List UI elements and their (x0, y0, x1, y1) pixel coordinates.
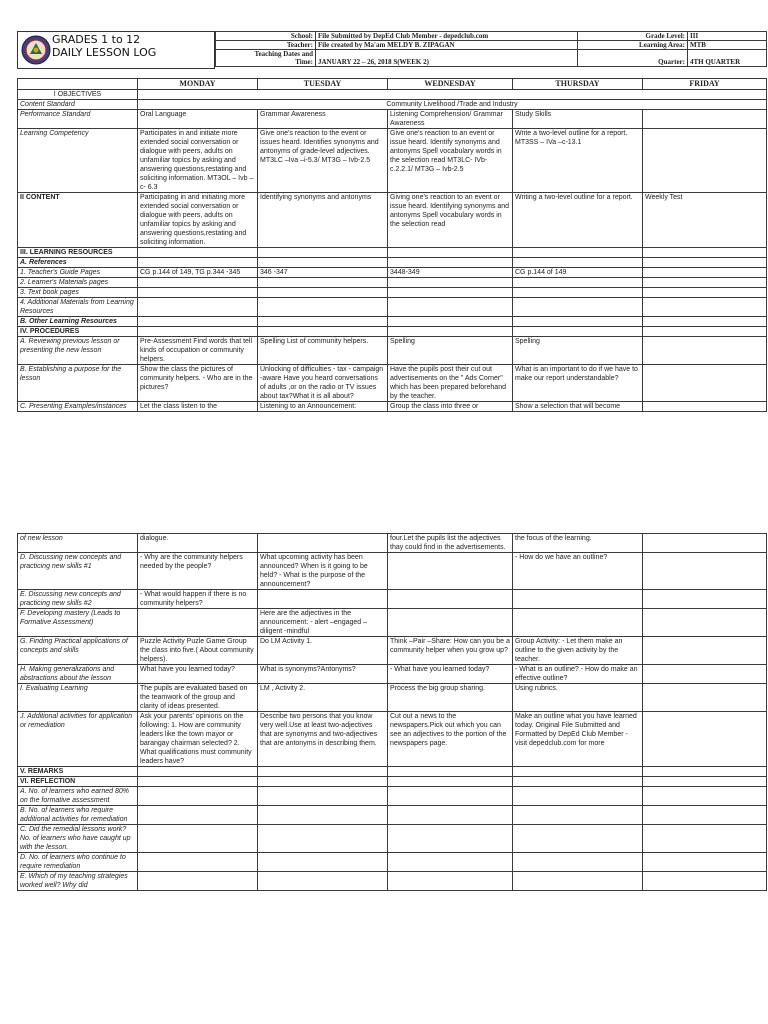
table-cell: Weekly Test (643, 193, 767, 248)
table-cell (643, 402, 767, 412)
table-cell (643, 637, 767, 665)
table-cell (138, 777, 258, 787)
table-cell (258, 327, 388, 337)
table-cell (388, 609, 513, 637)
table-cell: CG p.144 of 149 (513, 268, 643, 278)
table-row (18, 553, 767, 590)
table-cell: Listening to an Announcement: (258, 402, 388, 412)
table-cell: What is an important to do if we have to make our report understandable? (513, 365, 643, 402)
table-cell (138, 288, 258, 298)
table-cell (258, 590, 388, 609)
objectives-blank (138, 90, 767, 100)
table-cell (388, 872, 513, 891)
table-cell (513, 590, 643, 609)
table-cell (643, 609, 767, 637)
table-cell (643, 110, 767, 129)
table-cell (388, 298, 513, 317)
table-row (18, 110, 767, 129)
table-cell (643, 268, 767, 278)
table-cell: Give one's reaction to the event or issues heard. Identifies synonyms and antonyms of grade-level adjectives. MT3LC –Iva –i-5.3/ MT3G – Ivb-2.5 (258, 129, 388, 193)
table-cell: Show a selection that will become (513, 402, 643, 412)
table-cell: What upcoming activity has been announced? When is it going to be held? - What is the purpose of the announcement? (258, 553, 388, 590)
row-label: G. Finding Practical applications of concepts and skills (18, 637, 138, 665)
day-header-wednesday: WEDNESDAY (388, 79, 513, 90)
row-label: V. REMARKS (18, 767, 138, 777)
day-header-friday: FRIDAY (643, 79, 767, 90)
table-cell (643, 317, 767, 327)
row-label: B. Other Learning Resources (18, 317, 138, 327)
table-cell: Using rubrics. (513, 684, 643, 712)
table-cell: Think –Pair –Share: How can you be a community helper when you grow up? (388, 637, 513, 665)
row-label: III. LEARNING RESOURCES (18, 248, 138, 258)
table-cell: Puzzle Activity Puzle Game Group the class into five.( About community helpers). (138, 637, 258, 665)
table-cell (138, 278, 258, 288)
table-cell (138, 767, 258, 777)
table-row (18, 767, 767, 777)
table-cell (138, 806, 258, 825)
day-header-blank (18, 79, 138, 90)
table-cell (643, 684, 767, 712)
table-cell (258, 872, 388, 891)
table-cell (513, 767, 643, 777)
table-row (18, 278, 767, 288)
table-cell (643, 787, 767, 806)
table-cell (513, 853, 643, 872)
table-cell (513, 327, 643, 337)
table-row (18, 298, 767, 317)
objectives-heading: I OBJECTIVES (18, 90, 138, 100)
lesson-log-table-page-1 (17, 78, 767, 412)
table-cell (643, 825, 767, 853)
table-cell (388, 787, 513, 806)
table-cell (258, 806, 388, 825)
table-cell (643, 327, 767, 337)
table-cell (513, 288, 643, 298)
table-cell (643, 258, 767, 268)
table-row (18, 609, 767, 637)
teaching-dates-label-2: Time: (295, 58, 313, 66)
table-cell (643, 129, 767, 193)
row-label: Learning Competency (18, 129, 138, 193)
row-label: IV. PROCEDURES (18, 327, 138, 337)
table-row (18, 288, 767, 298)
title-box (17, 31, 215, 69)
table-cell: Oral Language (138, 110, 258, 129)
table-cell (643, 365, 767, 402)
table-cell (258, 767, 388, 777)
grade-level-label: Grade Level: (578, 32, 688, 41)
table-cell (643, 806, 767, 825)
table-cell: What is synonyms?Antonyms? (258, 665, 388, 684)
table-cell (643, 337, 767, 365)
deped-seal-icon (21, 35, 51, 65)
table-cell: - How do we have an outline? (513, 553, 643, 590)
table-cell: dialogue. (138, 534, 258, 553)
table-row (18, 337, 767, 365)
table-cell: The pupils are evaluated based on the teamwork of the group and clarity of ideas presented. (138, 684, 258, 712)
table-cell (643, 298, 767, 317)
table-cell (513, 806, 643, 825)
row-label: of new lesson (18, 534, 138, 553)
row-label: Performance Standard (18, 110, 138, 129)
teaching-dates-label-1: Teaching Dates and (254, 50, 313, 58)
table-cell: 346 -347 (258, 268, 388, 278)
table-cell: the focus of the learning. (513, 534, 643, 553)
title-line-2: DAILY LESSON LOG (52, 46, 157, 59)
table-cell: Spelling (513, 337, 643, 365)
table-cell: Spelling List of community helpers. (258, 337, 388, 365)
table-cell: Participating in and initiating more extended social conversation or dialogue with peers, adults on unfamiliar topics by asking and answering questions,restating and soliciting information. (138, 193, 258, 248)
header-info-table (215, 31, 767, 67)
table-cell (513, 248, 643, 258)
table-cell (388, 777, 513, 787)
table-cell (138, 609, 258, 637)
table-cell: Group Activity: - Let them make an outline to the given activity by the teacher. (513, 637, 643, 665)
table-row (18, 129, 767, 193)
table-cell (643, 288, 767, 298)
row-label: J. Additional activities for application or remediation (18, 712, 138, 767)
table-row (18, 365, 767, 402)
row-label: F. Developing mastery (Leads to Formative Assessment) (18, 609, 138, 637)
table-cell (388, 825, 513, 853)
table-cell (258, 317, 388, 327)
table-row (18, 590, 767, 609)
table-cell: CG p.144 of 149, TG p.344 -345 (138, 268, 258, 278)
table-cell: - What is an outline? - How do make an effective outline? (513, 665, 643, 684)
table-row (18, 787, 767, 806)
table-cell: What have you learned today? (138, 665, 258, 684)
table-row (18, 806, 767, 825)
row-label: II CONTENT (18, 193, 138, 248)
table-cell (513, 278, 643, 288)
table-cell: Participates in and initiate more extended social conversation or dialogue with peers, adults on unfamiliar topics by asking and answering questions,restating and soliciting information. MT3OL – Ivb –c- 6.3 (138, 129, 258, 193)
table-cell: Grammar Awareness (258, 110, 388, 129)
table-cell (643, 712, 767, 767)
learning-area-value: MTB (688, 41, 767, 50)
table-cell (258, 777, 388, 787)
table-cell (513, 777, 643, 787)
day-header-tuesday: TUESDAY (258, 79, 388, 90)
table-cell (258, 258, 388, 268)
table-cell (388, 553, 513, 590)
table-cell (513, 787, 643, 806)
row-label: C. Did the remedial lessons work? No. of learners who have caught up with the lesson. (18, 825, 138, 853)
table-cell (643, 248, 767, 258)
table-cell: Show the class the pictures of community helpers. - Who are in the pictures? (138, 365, 258, 402)
table-cell (643, 553, 767, 590)
teaching-dates-label (216, 50, 316, 67)
row-label: H. Making generalizations and abstractions about the lesson (18, 665, 138, 684)
table-row (18, 193, 767, 248)
table-cell: Write a two-level outline for a report. MT3SS – IVa –c-13.1 (513, 129, 643, 193)
table-cell: Unlocking of difficulties - tax - campaign -aware Have you heard conversations of adults ,or on the radio or TV issues about tax?What it is all about? (258, 365, 388, 402)
table-cell: Identifying synonyms and antonyms (258, 193, 388, 248)
page-2-rows (18, 534, 767, 891)
table-row (18, 317, 767, 327)
table-cell: Do LM Activity 1. (258, 637, 388, 665)
table-row (18, 665, 767, 684)
row-label: E. Discussing new concepts and practicing new skills #2 (18, 590, 138, 609)
row-label: VI. REFLECTION (18, 777, 138, 787)
table-cell (388, 317, 513, 327)
teacher-value: File created by Ma'am MELDY B. ZIPAGAN (316, 41, 578, 50)
table-cell (258, 288, 388, 298)
table-row (18, 258, 767, 268)
table-cell (388, 590, 513, 609)
table-cell: Have the pupils post their cut out advertisements on the " Ads Corner" which has been prepared beforehand by the teacher. (388, 365, 513, 402)
table-row (18, 777, 767, 787)
page-1-rows (18, 100, 767, 412)
table-cell (138, 327, 258, 337)
document-title (52, 33, 156, 59)
table-cell (643, 534, 767, 553)
table-cell (513, 258, 643, 268)
table-cell (643, 278, 767, 288)
table-cell (513, 317, 643, 327)
table-cell (388, 278, 513, 288)
grade-level-value: III (688, 32, 767, 41)
table-row (18, 872, 767, 891)
row-label: E. Which of my teaching strategies worked well? Why did (18, 872, 138, 891)
table-cell (388, 806, 513, 825)
table-row (18, 825, 767, 853)
table-cell: 3448-349 (388, 268, 513, 278)
row-label: 3. Text book pages (18, 288, 138, 298)
table-cell: Process the big group sharing. (388, 684, 513, 712)
table-cell (643, 777, 767, 787)
teaching-dates-value: JANUARY 22 – 26, 2018 S(WEEK 2) (316, 50, 578, 67)
table-cell (138, 258, 258, 268)
table-cell (258, 787, 388, 806)
row-label: A. Reviewing previous lesson or presenting the new lesson (18, 337, 138, 365)
row-span-cell: Community Livelihood /Trade and Industry (138, 100, 767, 110)
quarter-label: Quarter: (578, 50, 688, 67)
table-cell: - What would happen if there is no community helpers? (138, 590, 258, 609)
table-row (18, 100, 767, 110)
quarter-value: 4TH QUARTER (688, 50, 767, 67)
row-label: D. No. of learners who continue to require remediation (18, 853, 138, 872)
table-cell: Study Skills (513, 110, 643, 129)
row-label: A. No. of learners who earned 80% on the formative assessment (18, 787, 138, 806)
table-cell (138, 298, 258, 317)
table-cell (388, 258, 513, 268)
table-cell (513, 298, 643, 317)
table-cell (513, 609, 643, 637)
table-cell (258, 825, 388, 853)
table-cell: Listening Comprehension/ Grammar Awareness (388, 110, 513, 129)
school-label: School: (216, 32, 316, 41)
table-row (18, 853, 767, 872)
table-row (18, 327, 767, 337)
title-line-1: GRADES 1 to 12 (52, 33, 141, 46)
table-cell (258, 534, 388, 553)
table-cell (513, 872, 643, 891)
lesson-log-table-page-2 (17, 533, 767, 891)
table-cell: Spelling (388, 337, 513, 365)
table-cell (138, 248, 258, 258)
table-row (18, 637, 767, 665)
row-label: B. Establishing a purpose for the lesson (18, 365, 138, 402)
row-label: 1. Teacher's Guide Pages (18, 268, 138, 278)
table-cell: Here are the adjectives in the announcement: - alert –engaged – diligent -mindful (258, 609, 388, 637)
school-value: File Submitted by DepEd Club Member - depedclub.com (316, 32, 578, 41)
table-cell (643, 665, 767, 684)
row-label: A. References (18, 258, 138, 268)
table-cell (388, 853, 513, 872)
table-cell: Ask your parents' opinions on the following: 1. How are community leaders like the town mayor or barangay chairman selected? 2. What qualifications must community leaders have? (138, 712, 258, 767)
table-cell: Giving one's reaction to an event or issue heard. Identifying synonyms and antonyms Spell vocabulary words in the selection read (388, 193, 513, 248)
table-cell (258, 278, 388, 288)
table-row (18, 534, 767, 553)
table-row (18, 684, 767, 712)
row-label: Content Standard (18, 100, 138, 110)
table-cell: LM , Activity 2. (258, 684, 388, 712)
table-cell: Describe two persons that you know very well.Use at least two-adjectives that are synonyms and two-adjectives that are antonyms in describing them. (258, 712, 388, 767)
table-cell: Writing a two-level outline for a report. (513, 193, 643, 248)
day-header-monday: MONDAY (138, 79, 258, 90)
table-cell: Make an outline what you have learned today. Original File Submitted and Formatted by DepEd Club Member - visit depedclub.com for more (513, 712, 643, 767)
table-cell: four.Let the pupils list the adjectives thay could find in the advertisements. (388, 534, 513, 553)
table-cell (258, 853, 388, 872)
learning-area-label: Learning Area: (578, 41, 688, 50)
table-cell (388, 288, 513, 298)
table-cell: - What have you learned today? (388, 665, 513, 684)
row-label: C. Presenting Examples/instances (18, 402, 138, 412)
table-cell (138, 872, 258, 891)
table-row (18, 712, 767, 767)
table-cell: Let the class listen to the (138, 402, 258, 412)
table-cell (388, 327, 513, 337)
table-cell (643, 872, 767, 891)
table-cell (388, 767, 513, 777)
table-cell (138, 317, 258, 327)
table-cell (513, 825, 643, 853)
row-label: I. Evaluating Learning (18, 684, 138, 712)
table-cell (138, 787, 258, 806)
table-cell (138, 853, 258, 872)
table-cell: Group the class into three or (388, 402, 513, 412)
table-cell (643, 590, 767, 609)
table-cell (138, 825, 258, 853)
table-cell: Cut out a news to the newspapers.Pick out which you can see an adjectives to the portion of the newspapers page. (388, 712, 513, 767)
table-cell (643, 853, 767, 872)
table-row (18, 402, 767, 412)
table-cell (643, 767, 767, 777)
table-row (18, 248, 767, 258)
table-row (18, 268, 767, 278)
row-label: 4. Additional Materials from Learning Resources (18, 298, 138, 317)
table-cell: Give one's reaction to an event or issue heard. Identify synonyms and antonyms Spell vocabulary words in the selection read MT3LC- IVb-c.2.2.1/ MT3G – Ivb-2.5 (388, 129, 513, 193)
table-cell: Pre-Assessment Find words that tell kinds of occupation or community helpers. (138, 337, 258, 365)
row-label: 2. Learner's Materials pages (18, 278, 138, 288)
row-label: D. Discussing new concepts and practicing new skills #1 (18, 553, 138, 590)
table-cell (258, 248, 388, 258)
day-header-thursday: THURSDAY (513, 79, 643, 90)
row-label: B. No. of learners who require additional activities for remediation (18, 806, 138, 825)
table-cell (388, 248, 513, 258)
table-cell (258, 298, 388, 317)
teacher-label: Teacher: (216, 41, 316, 50)
table-cell: - Why are the community helpers needed by the people? (138, 553, 258, 590)
